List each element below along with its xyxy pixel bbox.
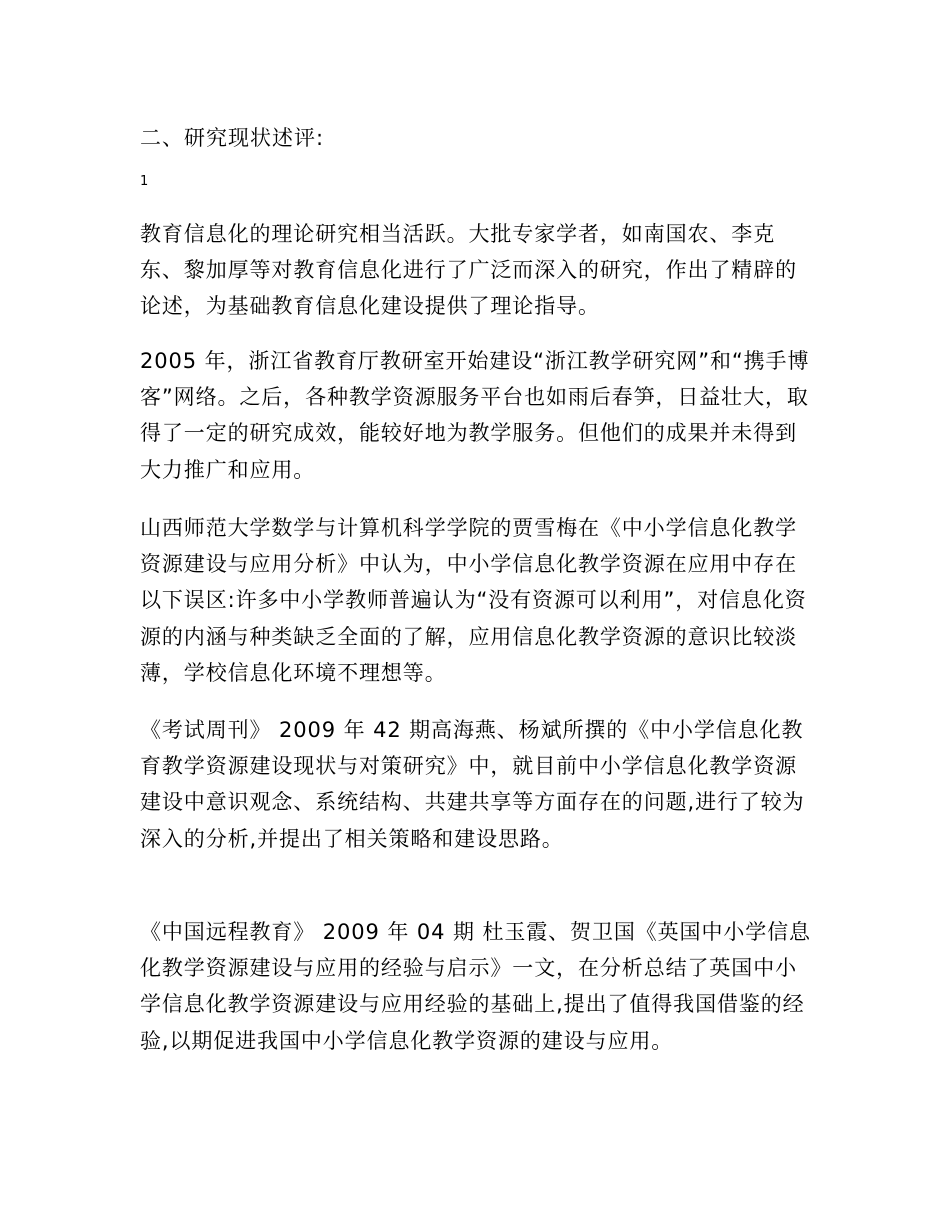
paragraph-3: 山西师范大学数学与计算机科学学院的贾雪梅在《中小学信息化教学资源建设与应用分析》中认为，中小学信息化教学资源在应用中存在以下误区:许多中小学教师普遍认为“没有资源可以利用”，对信息化资源的内涵与种类缺乏全面的了解，应用信息化教学资源的意识比较淡薄，学校信息化环境不理想等。 xyxy=(140,516,807,685)
paragraph-1: 教育信息化的理论研究相当活跃。大批专家学者，如南国农、李克东、黎加厚等对教育信息化进行了广泛而深入的研究，作出了精辟的论述，为基础教育信息化建设提供了理论指导。 xyxy=(140,222,797,319)
paragraph-2: 2005 年，浙江省教育厅教研室开始建设“浙江教学研究网”和“携手博客”网络。之后，各种教学资源服务平台也如雨后春笋，日益壮大，取得了一定的研究成效，能较好地为教学服务。但他们的成果并未得到大力推广和应用。 xyxy=(140,349,810,482)
section-heading: 二、研究现状述评: xyxy=(140,126,325,150)
paragraph-5: 《中国远程教育》 2009 年 04 期 杜玉霞、贺卫国《英国中小学信息化教学资源建设与应用的经验与启示》一文，在分析总结了英国中小学信息化教学资源建设与应用经验的基础上,提出了值得我国借鉴的经验,以期促进我国中小学信息化教学资源的建设与应用。 xyxy=(140,920,811,1053)
list-number: 1 xyxy=(140,174,149,189)
paragraph-4: 《考试周刊》 2009 年 42 期高海燕、杨斌所撰的《中小学信息化教育教学资源建设现状与对策研究》中，就目前中小学信息化教学资源建设中意识观念、系统结构、共建共享等方面存在的问题,进行了较为深入的分析,并提出了相关策略和建设思路。 xyxy=(140,718,805,851)
